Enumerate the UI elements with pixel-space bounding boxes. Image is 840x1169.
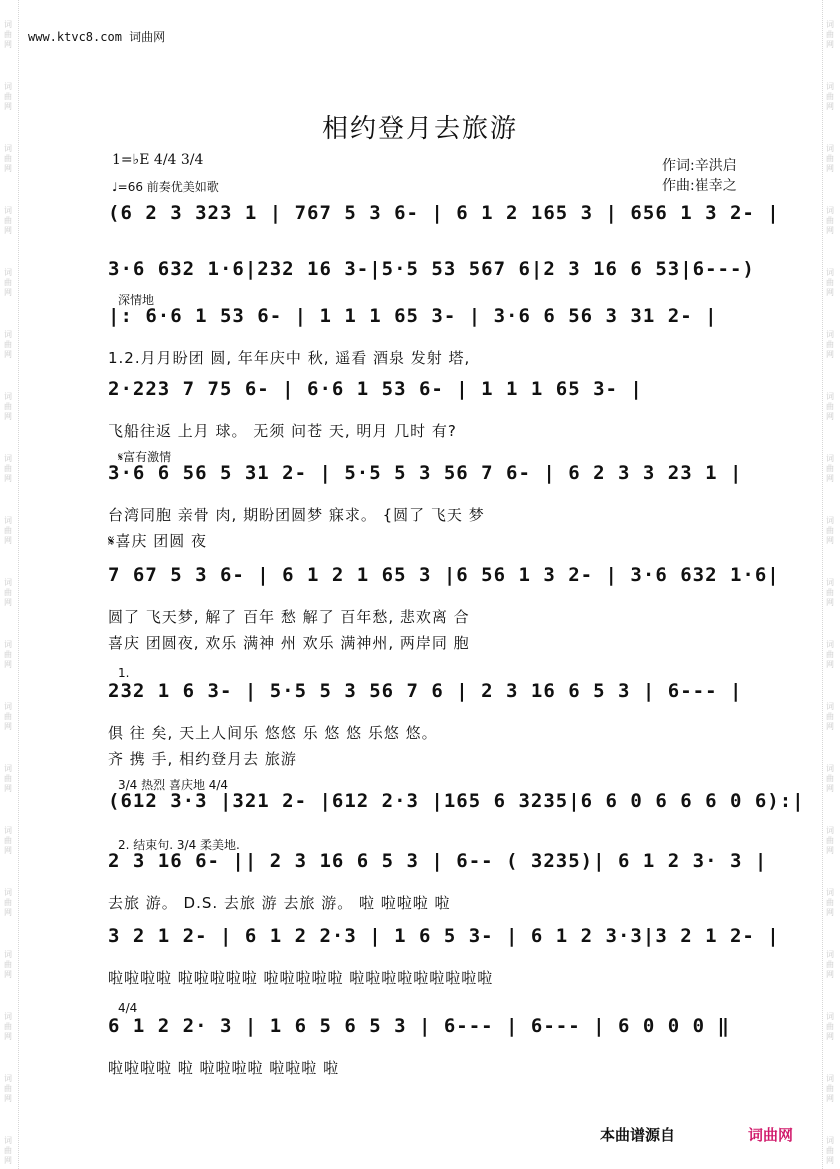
watermark-text: 词曲网 (4, 578, 12, 607)
brand-logo[interactable]: 词曲网 (748, 1126, 794, 1144)
right-border (806, 0, 823, 1169)
expression-mark: 1. (118, 666, 130, 680)
expression-mark: 2. 结束句. 3/4 柔美地. (118, 838, 240, 852)
watermark-text: 词曲网 (4, 950, 12, 979)
expression-mark: 4/4 (118, 1001, 138, 1015)
left-border (18, 0, 35, 1169)
watermark-text: 词曲网 (826, 454, 834, 483)
lyric-line: 去旅 游。 D.S. 去旅 游 去旅 游。 啦 啦啦啦 啦 (108, 894, 451, 912)
watermark-text: 词曲网 (4, 20, 12, 49)
watermark-text: 词曲网 (4, 330, 12, 359)
watermark-text: 词曲网 (826, 516, 834, 545)
lyric-line: 俱 往 矣, 天上人间乐 悠悠 乐 悠 悠 乐悠 悠。 (108, 724, 438, 742)
footer-source: 本曲谱源自 (600, 1126, 676, 1144)
watermark-text: 词曲网 (826, 1012, 834, 1041)
lyric-line: 圆了 飞天梦, 解了 百年 愁 解了 百年愁, 悲欢离 合 (108, 608, 470, 626)
notation-line: (6 2 3 323 1 | 767 5 3 6- | 6 1 2 165 3 | 656 1 3 2- | (108, 202, 780, 224)
watermark-text: 词曲网 (4, 144, 12, 173)
watermark-text: 词曲网 (826, 578, 834, 607)
lyric-line: 台湾同胞 亲骨 肉, 期盼团圆梦 寐求。 {圆了 飞天 梦 (108, 506, 485, 524)
expression-mark: 深情地 (118, 293, 155, 307)
watermark-text: 词曲网 (4, 888, 12, 917)
lyric-line: 𝄋喜庆 团圆 夜 (108, 532, 207, 550)
lyric-line: 喜庆 团圆夜, 欢乐 满神 州 欢乐 满神州, 两岸同 胞 (108, 634, 470, 652)
lyric-line: 1.2.月月盼团 圆, 年年庆中 秋, 遥看 酒泉 发射 塔, (108, 349, 471, 367)
notation-line: (612 3·3 |321 2- |612 2·3 |165 6 3235|6 6 0 6 6 6 0 6):| (108, 790, 805, 812)
watermark-text: 词曲网 (4, 826, 12, 855)
watermark-text: 词曲网 (4, 764, 12, 793)
lyricist: 作词:辛洪启 (662, 158, 737, 174)
lyric-line: 飞船往返 上月 球。 无须 问苍 天, 明月 几时 有? (108, 422, 457, 440)
notation-line: 232 1 6 3- | 5·5 5 3 56 7 6 | 2 3 16 6 5 3 | 6--- | (108, 680, 743, 702)
watermark-text: 词曲网 (4, 206, 12, 235)
watermark-text: 词曲网 (826, 640, 834, 669)
watermark-text: 词曲网 (826, 144, 834, 173)
notation-line: 2 3 16 6- || 2 3 16 6 5 3 | 6-- ( 3235)| 6 1 2 3· 3 | (108, 850, 768, 872)
watermark-text: 词曲网 (4, 640, 12, 669)
site-url: www.ktvc8.com 词曲网 (28, 30, 166, 44)
expression-mark: 𝄋富有激情 (118, 450, 172, 464)
notation-line: 3·6 6 56 5 31 2- | 5·5 5 3 56 7 6- | 6 2 3 3 23 1 | (108, 462, 743, 484)
watermark-text: 词曲网 (826, 1074, 834, 1103)
watermark-text: 词曲网 (826, 268, 834, 297)
watermark-text: 词曲网 (4, 1012, 12, 1041)
watermark-text: 词曲网 (4, 1074, 12, 1103)
watermark-text: 词曲网 (826, 764, 834, 793)
notation-line: 7 67 5 3 6- | 6 1 2 1 65 3 |6 56 1 3 2- | 3·6 632 1·6| (108, 564, 780, 586)
watermark-text: 词曲网 (826, 20, 834, 49)
watermark-text: 词曲网 (826, 888, 834, 917)
watermark-text: 词曲网 (4, 1136, 12, 1165)
notation-line: 3 2 1 2- | 6 1 2 2·3 | 1 6 5 3- | 6 1 2 3·3|3 2 1 2- | (108, 925, 780, 947)
watermark-text: 词曲网 (4, 82, 12, 111)
tempo-marking: ♩=66 前奏优美如歌 (112, 180, 219, 194)
watermark-text: 词曲网 (826, 82, 834, 111)
watermark-text: 词曲网 (4, 454, 12, 483)
composer: 作曲:崔幸之 (662, 178, 737, 194)
lyric-line: 啦啦啦啦 啦 啦啦啦啦 啦啦啦 啦 (108, 1059, 340, 1077)
song-title: 相约登月去旅游 (321, 114, 518, 144)
watermark-text: 词曲网 (826, 392, 834, 421)
lyric-line: 啦啦啦啦 啦啦啦啦啦 啦啦啦啦啦 啦啦啦啦啦啦啦啦啦 (108, 969, 494, 987)
notation-line: 6 1 2 2· 3 | 1 6 5 6 5 3 | 6--- | 6--- | 6 0 0 0 ‖ (108, 1015, 730, 1037)
watermark-text: 词曲网 (826, 330, 834, 359)
watermark-text: 词曲网 (826, 206, 834, 235)
expression-mark: 3/4 热烈 喜庆地 4/4 (118, 778, 229, 792)
watermark-text: 词曲网 (826, 826, 834, 855)
lyric-line: 齐 携 手, 相约登月去 旅游 (108, 750, 297, 768)
watermark-text: 词曲网 (4, 392, 12, 421)
watermark-text: 词曲网 (4, 268, 12, 297)
notation-line: |: 6·6 1 53 6- | 1 1 1 65 3- | 3·6 6 56 3 31 2- | (108, 305, 718, 327)
watermark-text: 词曲网 (4, 516, 12, 545)
watermark-text: 词曲网 (826, 1136, 834, 1165)
key-signature: 1=♭E 4/4 3/4 (112, 152, 204, 168)
notation-line: 3·6 632 1·6|232 16 3-|5·5 53 567 6|2 3 16 6 53|6---) (108, 258, 755, 280)
watermark-text: 词曲网 (826, 950, 834, 979)
notation-line: 2·223 7 75 6- | 6·6 1 53 6- | 1 1 1 65 3- | (108, 378, 643, 400)
watermark-text: 词曲网 (4, 702, 12, 731)
watermark-text: 词曲网 (826, 702, 834, 731)
